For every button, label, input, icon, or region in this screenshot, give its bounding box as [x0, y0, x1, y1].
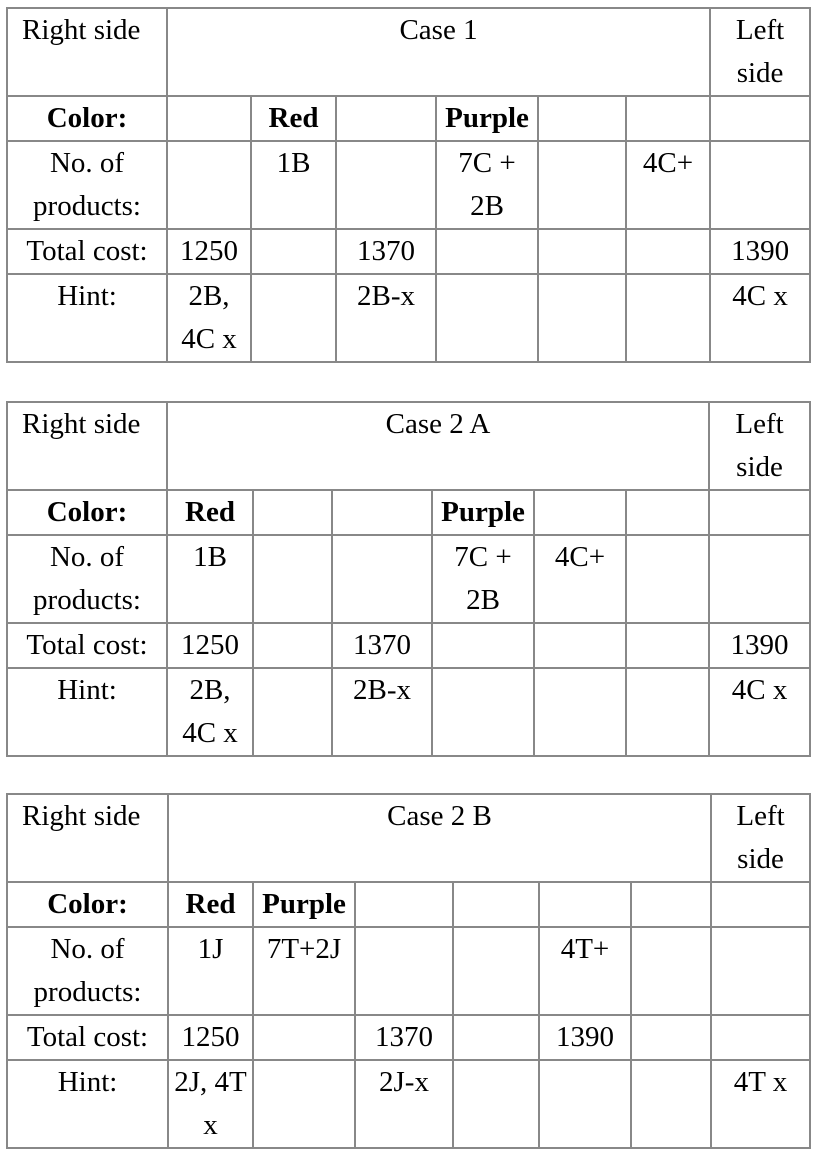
case-title: Case 2 B: [168, 794, 711, 882]
color-cell: Red: [251, 96, 336, 141]
products-cell: [167, 141, 251, 229]
products-cell: 7C + 2B: [436, 141, 538, 229]
color-cell: [453, 882, 539, 927]
cost-cell: [253, 623, 332, 668]
products-label: No. of products:: [7, 141, 167, 229]
cost-cell: 1370: [332, 623, 432, 668]
header-row: [7, 8, 810, 96]
cost-cell: [453, 1015, 539, 1060]
color-cell: Red: [168, 882, 253, 927]
products-cell: [538, 141, 626, 229]
cost-cell: [631, 1015, 711, 1060]
cost-cell: 1250: [168, 1015, 253, 1060]
products-row: [7, 141, 810, 229]
left-side-label: Left side: [709, 402, 810, 490]
color-cell: [167, 96, 251, 141]
cost-label: Total cost:: [7, 1015, 168, 1060]
header-row: [7, 402, 810, 490]
color-cell: [253, 490, 332, 535]
hint-cell: 2B, 4C x: [167, 668, 253, 756]
hint-cell: 2B-x: [336, 274, 436, 362]
cost-cell: [436, 229, 538, 274]
hint-label: Hint:: [7, 1060, 168, 1148]
color-cell: [710, 96, 810, 141]
cost-row: [7, 623, 810, 668]
cost-cell: 1390: [539, 1015, 631, 1060]
products-cell: [711, 927, 810, 1015]
color-row: [7, 490, 810, 535]
products-cell: [710, 141, 810, 229]
hint-cell: [251, 274, 336, 362]
hint-cell: [631, 1060, 711, 1148]
hint-cell: [453, 1060, 539, 1148]
hint-cell: 2B, 4C x: [167, 274, 251, 362]
color-row: [7, 882, 810, 927]
products-row: [7, 535, 810, 623]
color-label: Color:: [7, 96, 167, 141]
hint-cell: [626, 668, 709, 756]
products-cell: 4C+: [626, 141, 710, 229]
hint-cell: [538, 274, 626, 362]
color-cell: [631, 882, 711, 927]
products-cell: 7C + 2B: [432, 535, 534, 623]
cost-cell: [538, 229, 626, 274]
color-row: [7, 96, 810, 141]
color-cell: [534, 490, 626, 535]
cost-label: Total cost:: [7, 229, 167, 274]
case-2b-table: [6, 793, 811, 1149]
hint-cell: [534, 668, 626, 756]
hint-row: [7, 274, 810, 362]
right-side-label: Right side: [7, 794, 168, 882]
products-cell: 1B: [167, 535, 253, 623]
hint-cell: 2B-x: [332, 668, 432, 756]
case-title: Case 1: [167, 8, 710, 96]
color-cell: [711, 882, 810, 927]
hint-cell: 4C x: [709, 668, 810, 756]
hint-cell: [432, 668, 534, 756]
hint-cell: [253, 668, 332, 756]
hint-label: Hint:: [7, 274, 167, 362]
products-cell: [626, 535, 709, 623]
hint-label: Hint:: [7, 668, 167, 756]
hint-cell: 4C x: [710, 274, 810, 362]
case-title: Case 2 A: [167, 402, 709, 490]
products-cell: [631, 927, 711, 1015]
products-cell: 4C+: [534, 535, 626, 623]
cost-cell: 1390: [710, 229, 810, 274]
hint-cell: 2J, 4T x: [168, 1060, 253, 1148]
color-cell: [626, 96, 710, 141]
color-cell: [538, 96, 626, 141]
left-side-label: Left side: [711, 794, 810, 882]
color-label: Color:: [7, 490, 167, 535]
products-label: No. of products:: [7, 535, 167, 623]
color-cell: [709, 490, 810, 535]
cost-cell: [626, 229, 710, 274]
cost-cell: [251, 229, 336, 274]
products-row: [7, 927, 810, 1015]
hint-cell: [253, 1060, 355, 1148]
color-cell: [336, 96, 436, 141]
color-cell: Purple: [432, 490, 534, 535]
hint-cell: [539, 1060, 631, 1148]
left-side-label: Left side: [710, 8, 810, 96]
color-label: Color:: [7, 882, 168, 927]
case-1-table: [6, 7, 811, 363]
cost-cell: 1390: [709, 623, 810, 668]
cost-cell: [711, 1015, 810, 1060]
cost-row: [7, 1015, 810, 1060]
cost-cell: [626, 623, 709, 668]
products-cell: [336, 141, 436, 229]
products-cell: [453, 927, 539, 1015]
products-cell: [253, 535, 332, 623]
hint-cell: 4T x: [711, 1060, 810, 1148]
case-2a-table: [6, 401, 811, 757]
cost-cell: 1250: [167, 229, 251, 274]
products-cell: [355, 927, 453, 1015]
color-cell: [539, 882, 631, 927]
color-cell: Purple: [253, 882, 355, 927]
cost-cell: 1370: [355, 1015, 453, 1060]
hint-row: [7, 668, 810, 756]
hint-row: [7, 1060, 810, 1148]
header-row: [7, 794, 810, 882]
color-cell: [626, 490, 709, 535]
cost-cell: 1250: [167, 623, 253, 668]
cost-row: [7, 229, 810, 274]
color-cell: Red: [167, 490, 253, 535]
products-cell: [709, 535, 810, 623]
right-side-label: Right side: [7, 8, 167, 96]
cost-cell: 1370: [336, 229, 436, 274]
cost-label: Total cost:: [7, 623, 167, 668]
color-cell: [355, 882, 453, 927]
cost-cell: [432, 623, 534, 668]
products-cell: 1J: [168, 927, 253, 1015]
cost-cell: [253, 1015, 355, 1060]
hint-cell: [436, 274, 538, 362]
products-cell: 4T+: [539, 927, 631, 1015]
right-side-label: Right side: [7, 402, 167, 490]
products-label: No. of products:: [7, 927, 168, 1015]
products-cell: 7T+2J: [253, 927, 355, 1015]
color-cell: Purple: [436, 96, 538, 141]
cost-cell: [534, 623, 626, 668]
hint-cell: [626, 274, 710, 362]
color-cell: [332, 490, 432, 535]
hint-cell: 2J-x: [355, 1060, 453, 1148]
products-cell: [332, 535, 432, 623]
products-cell: 1B: [251, 141, 336, 229]
